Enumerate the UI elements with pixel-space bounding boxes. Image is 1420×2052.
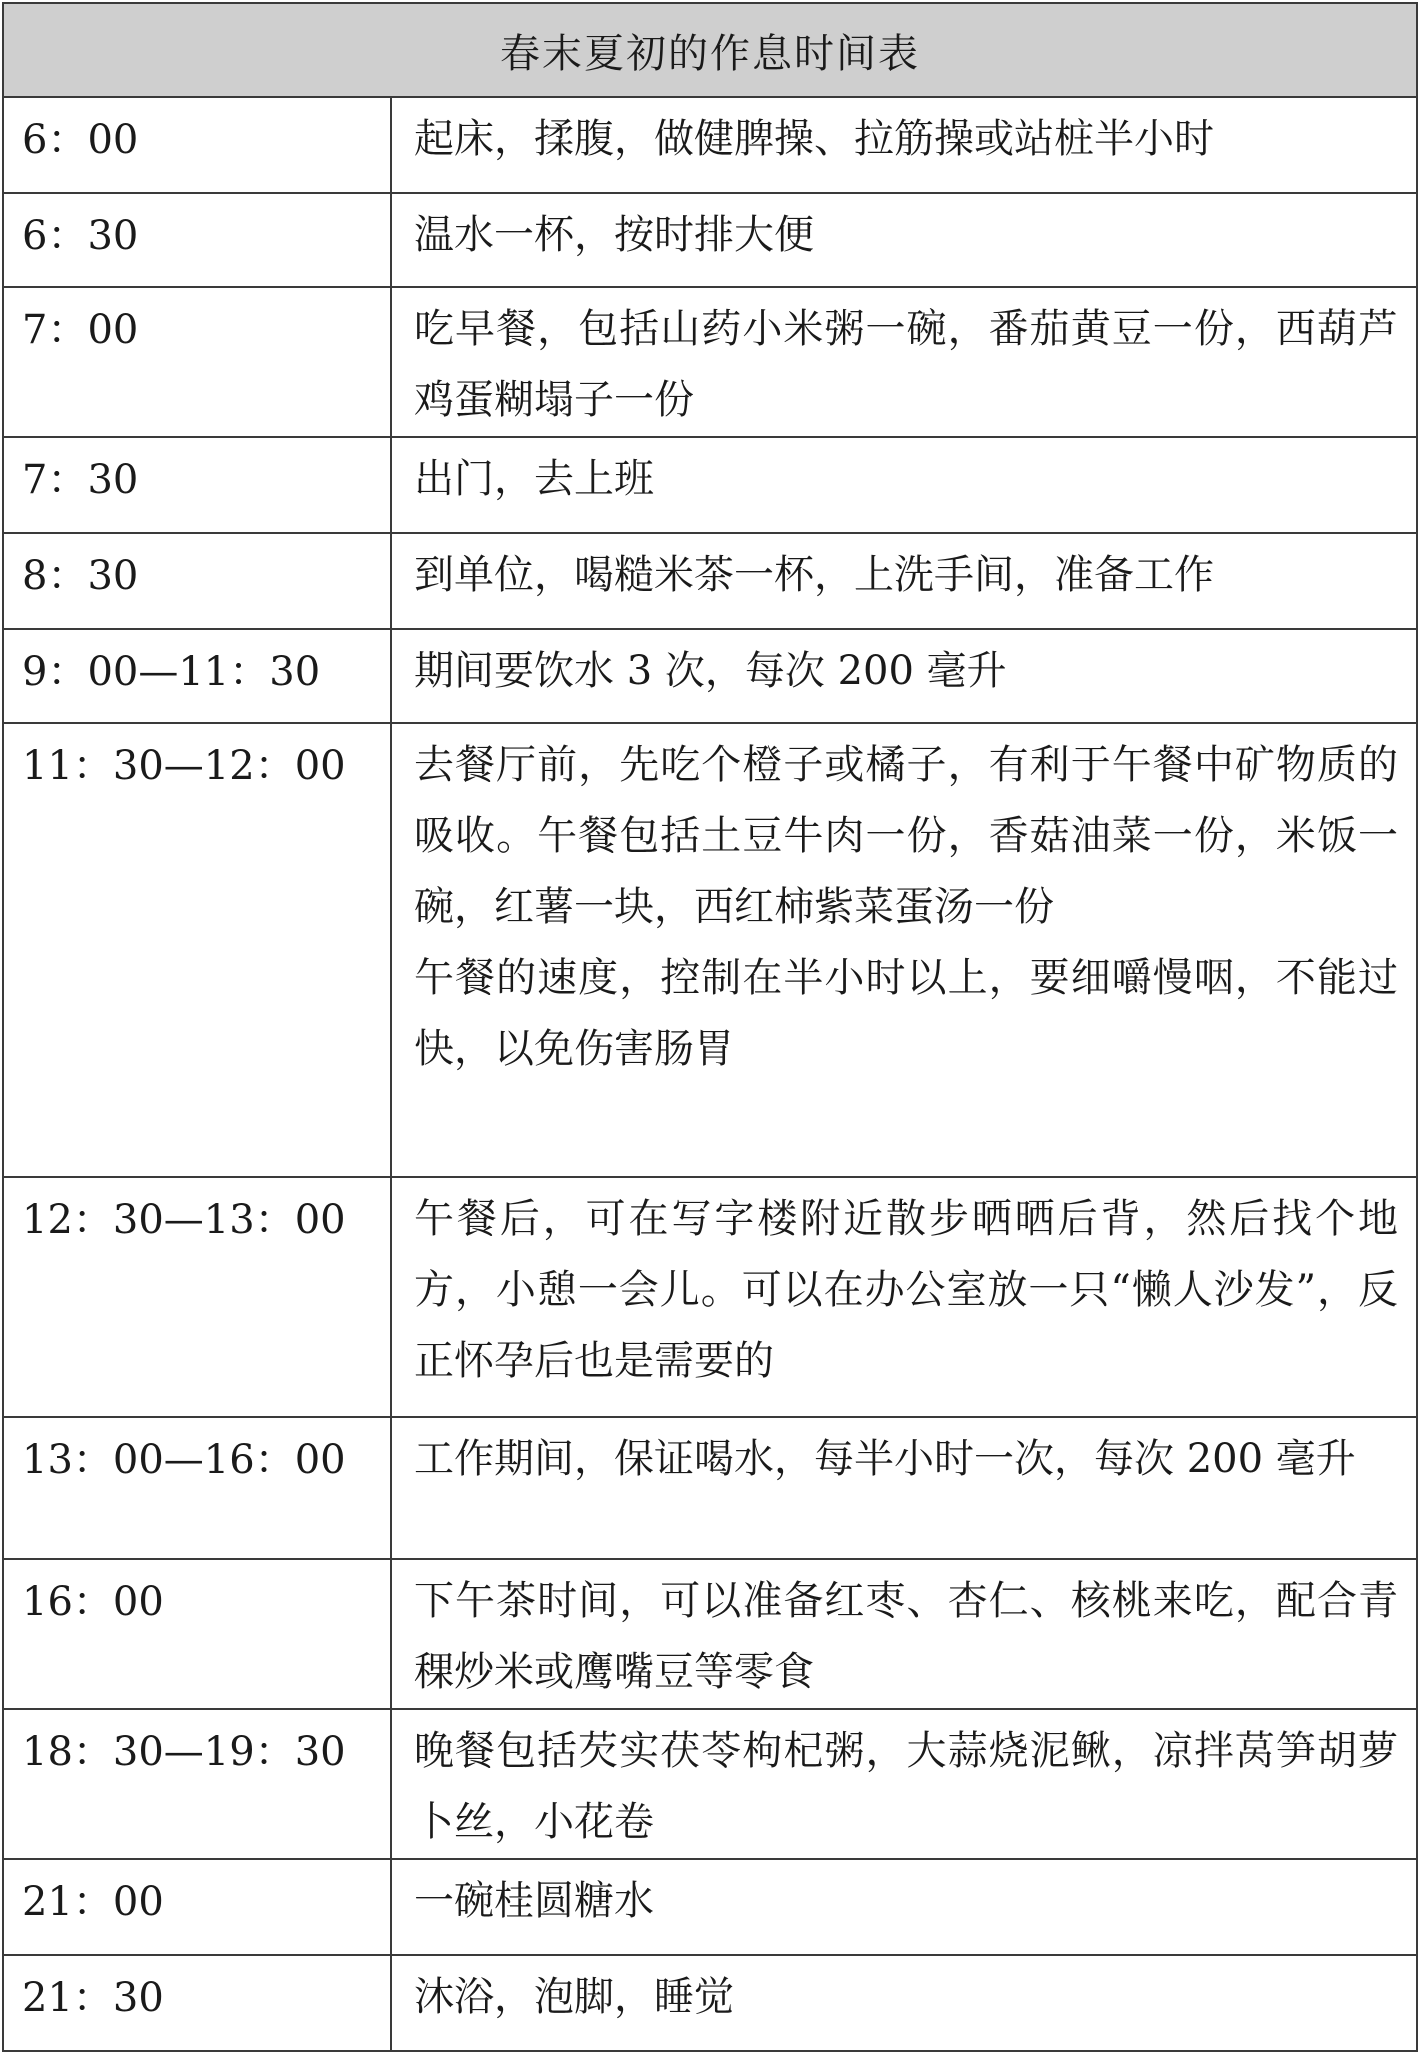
activity-cell xyxy=(391,97,1417,193)
activity-text: 一碗桂圆糖水 xyxy=(414,1878,654,1924)
activity-cell xyxy=(391,723,1417,1177)
table-title: 春末夏初的作息时间表 xyxy=(3,3,1417,97)
activity-text: 去餐厅前，先吃个橙子或橘子，有利于午餐中矿物质的吸收。午餐包括土豆牛肉一份，香菇油菜一份，米饭一碗，红薯一块，西红柿紫菜蛋汤一份 xyxy=(414,742,1398,930)
activity-cell xyxy=(391,1417,1417,1559)
time-cell: 13：00—16：00 xyxy=(3,1417,391,1559)
table-row xyxy=(3,193,1417,287)
activity-cell xyxy=(391,1955,1417,2051)
time-cell: 21：30 xyxy=(3,1955,391,2051)
schedule-rows xyxy=(3,97,1417,2051)
activity-text: 下午茶时间，可以准备红枣、杏仁、核桃来吃，配合青稞炒米或鹰嘴豆等零食 xyxy=(414,1578,1398,1695)
time-cell: 6：30 xyxy=(3,193,391,287)
time-cell: 9：00—11：30 xyxy=(3,629,391,723)
activity-cell xyxy=(391,437,1417,533)
table-row xyxy=(3,437,1417,533)
title-row xyxy=(3,3,1417,97)
time-cell: 8：30 xyxy=(3,533,391,629)
time-cell: 16：00 xyxy=(3,1559,391,1709)
table-row xyxy=(3,1709,1417,1859)
activity-text: 午餐后，可在写字楼附近散步晒晒后背，然后找个地方，小憩一会儿。可以在办公室放一只“懒人沙发”，反正怀孕后也是需要的 xyxy=(414,1196,1398,1384)
time-cell: 18：30—19：30 xyxy=(3,1709,391,1859)
activity-text: 温水一杯，按时排大便 xyxy=(414,212,814,258)
activity-cell xyxy=(391,287,1417,437)
table-row xyxy=(3,287,1417,437)
activity-cell xyxy=(391,629,1417,723)
time-cell: 11：30—12：00 xyxy=(3,723,391,1177)
activity-text: 晚餐包括芡实茯苓枸杞粥，大蒜烧泥鳅，凉拌莴笋胡萝卜丝，小花卷 xyxy=(414,1728,1398,1845)
activity-text: 起床，揉腹，做健脾操、拉筋操或站桩半小时 xyxy=(414,116,1214,162)
schedule-table xyxy=(2,2,1418,2052)
table-row xyxy=(3,97,1417,193)
table-row xyxy=(3,1955,1417,2051)
table-row xyxy=(3,1859,1417,1955)
activity-text: 到单位，喝糙米茶一杯，上洗手间，准备工作 xyxy=(414,552,1214,598)
time-cell: 12：30—13：00 xyxy=(3,1177,391,1417)
activity-cell xyxy=(391,1859,1417,1955)
table-row xyxy=(3,1559,1417,1709)
time-cell: 21：00 xyxy=(3,1859,391,1955)
time-cell: 7：30 xyxy=(3,437,391,533)
activity-cell xyxy=(391,193,1417,287)
time-cell: 7：00 xyxy=(3,287,391,437)
activity-text: 吃早餐，包括山药小米粥一碗，番茄黄豆一份，西葫芦鸡蛋糊塌子一份 xyxy=(414,306,1398,423)
activity-text: 沐浴，泡脚，睡觉 xyxy=(414,1974,734,2020)
table-row xyxy=(3,1417,1417,1559)
activity-text: 期间要饮水 3 次，每次 200 毫升 xyxy=(414,648,1007,694)
activity-text: 工作期间，保证喝水，每半小时一次，每次 200 毫升 xyxy=(414,1436,1356,1482)
table-row xyxy=(3,533,1417,629)
table-row xyxy=(3,1177,1417,1417)
activity-cell xyxy=(391,1177,1417,1417)
table-row xyxy=(3,629,1417,723)
activity-text: 出门，去上班 xyxy=(414,456,654,502)
table-row xyxy=(3,723,1417,1177)
activity-cell xyxy=(391,533,1417,629)
activity-text: 午餐的速度，控制在半小时以上，要细嚼慢咽，不能过快，以免伤害肠胃 xyxy=(414,955,1398,1072)
time-cell: 6：00 xyxy=(3,97,391,193)
activity-cell xyxy=(391,1709,1417,1859)
activity-cell xyxy=(391,1559,1417,1709)
